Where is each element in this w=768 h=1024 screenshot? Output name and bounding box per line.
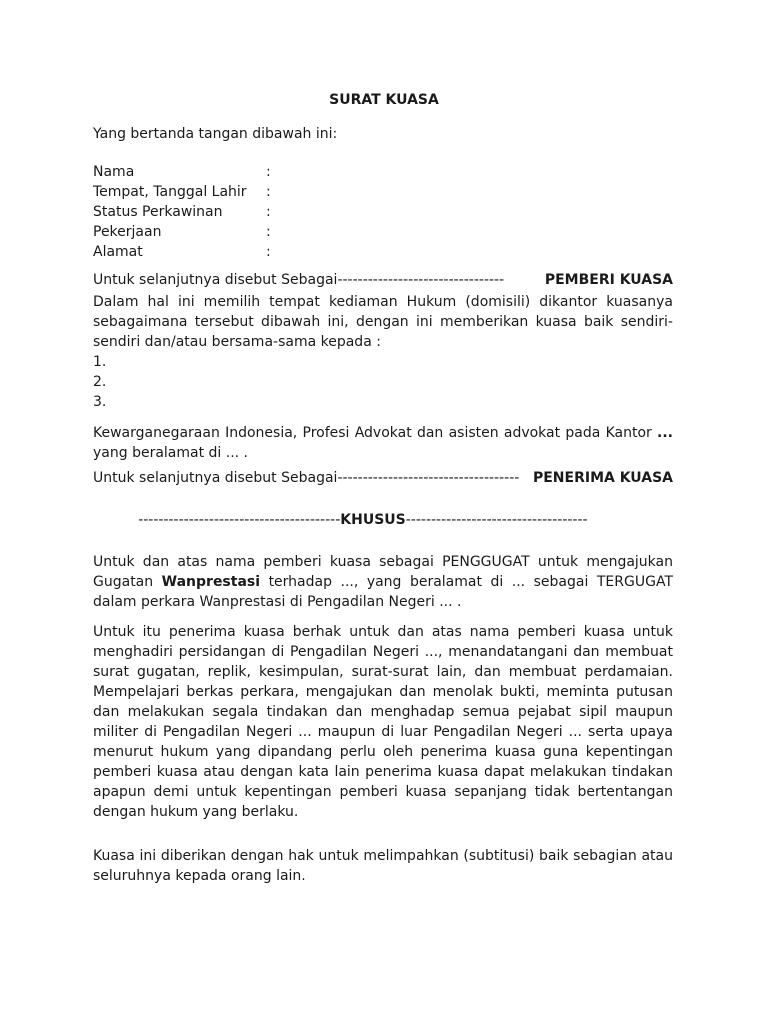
- hak-paragraph: Untuk itu penerima kuasa berhak untuk dan atas nama pemberi kuasa untuk menghadiri persidangan di Pengadilan Negeri ..., menandatangani dan membuat surat gugatan, replik, kesimpulan, surat-surat lain, dan membuat perdamaian. Mempelajari berkas perkara, mengajukan dan menolak bukti, meminta putusan dan melakukan segala tindakan dan menghadap semua pejabat sipil maupun militer di Pengadilan Negeri ... maupun di luar Pengadilan Negeri ... serta upaya menurut hukum yang dipandang perlu oleh penerima kuasa guna kepentingan pemberi kuasa atau dengan kata lain penerima kuasa dapat melakukan tindakan apapun demi untuk kepentingan pemberi kuasa sepanjang tidak bertentangan dengan hukum yang berlaku.: [93, 624, 673, 820]
- gugatan-text-2: terhadap ..., yang beralamat di ... sebagai TERGUGAT dalam perkara Wanprestasi di Pengadilan Negeri ... .: [93, 574, 673, 610]
- field-colon: :: [266, 164, 271, 180]
- identity-fields: [93, 162, 271, 262]
- field-colon: :: [266, 184, 271, 200]
- field-label: Tempat, Tanggal Lahir: [93, 184, 247, 200]
- khusus-label: KHUSUS: [340, 512, 406, 528]
- pemberi-kuasa-line: [93, 270, 673, 290]
- penerima-dashes: ------------------------------------: [337, 470, 520, 486]
- field-row-pekerjaan: [93, 222, 271, 242]
- document-title: SURAT KUASA: [329, 92, 439, 108]
- numbered-list: [93, 352, 673, 412]
- kantor-placeholder: ...: [657, 425, 673, 441]
- gugatan-text-1: Untuk dan atas nama pemberi kuasa sebagai PENGGUGAT untuk mengajukan Gugatan: [93, 554, 673, 590]
- kewarganegaraan-line1: [93, 423, 673, 443]
- kewarganegaraan-paragraph: [93, 423, 673, 463]
- pemberi-lead: Untuk selanjutnya disebut Sebagai: [93, 272, 338, 288]
- khusus-dashes-left: ----------------------------------------: [138, 512, 341, 528]
- kewarganegaraan-text: Kewarganegaraan Indonesia, Profesi Advokat dan asisten advokat pada Kantor: [93, 425, 658, 441]
- list-item: 1.: [93, 354, 107, 370]
- list-item: 2.: [93, 374, 107, 390]
- field-row-ttl: [93, 182, 271, 202]
- intro-text: Yang bertanda tangan dibawah ini:: [93, 126, 338, 142]
- gugatan-paragraph: [93, 552, 673, 612]
- field-label: Nama: [93, 164, 135, 180]
- pemberi-dashes: ---------------------------------: [337, 272, 505, 288]
- subtitusi-paragraph: Kuasa ini diberikan dengan hak untuk melimpahkan (subtitusi) baik sebagian atau seluruhnya kepada orang lain.: [93, 848, 673, 884]
- domisili-paragraph: Dalam hal ini memilih tempat kediaman Hukum (domisili) dikantor kuasanya sebagaimana tersebut dibawah ini, dengan ini memberikan kuasa baik sendiri-sendiri dan/atau bersama-sama kepada :: [93, 294, 673, 350]
- penerima-kuasa-label: PENERIMA KUASA: [532, 470, 673, 486]
- field-label: Status Perkawinan: [93, 204, 223, 220]
- field-colon: :: [266, 244, 271, 260]
- wanprestasi-bold: Wanprestasi: [161, 574, 261, 590]
- kewarganegaraan-line2: yang beralamat di ... .: [93, 445, 249, 461]
- field-row-status: [93, 202, 271, 222]
- field-label: Alamat: [93, 244, 143, 260]
- field-colon: :: [266, 204, 271, 220]
- khusus-dashes-right: ------------------------------------: [405, 512, 588, 528]
- list-item: 3.: [93, 394, 107, 410]
- field-colon: :: [266, 224, 271, 240]
- pemberi-kuasa-label: PEMBERI KUASA: [544, 272, 673, 288]
- field-row-alamat: [93, 242, 271, 262]
- khusus-divider: [93, 510, 653, 530]
- field-label: Pekerjaan: [93, 224, 162, 240]
- penerima-lead: Untuk selanjutnya disebut Sebagai: [93, 470, 338, 486]
- penerima-kuasa-line: [93, 468, 673, 488]
- field-row-nama: [93, 162, 271, 182]
